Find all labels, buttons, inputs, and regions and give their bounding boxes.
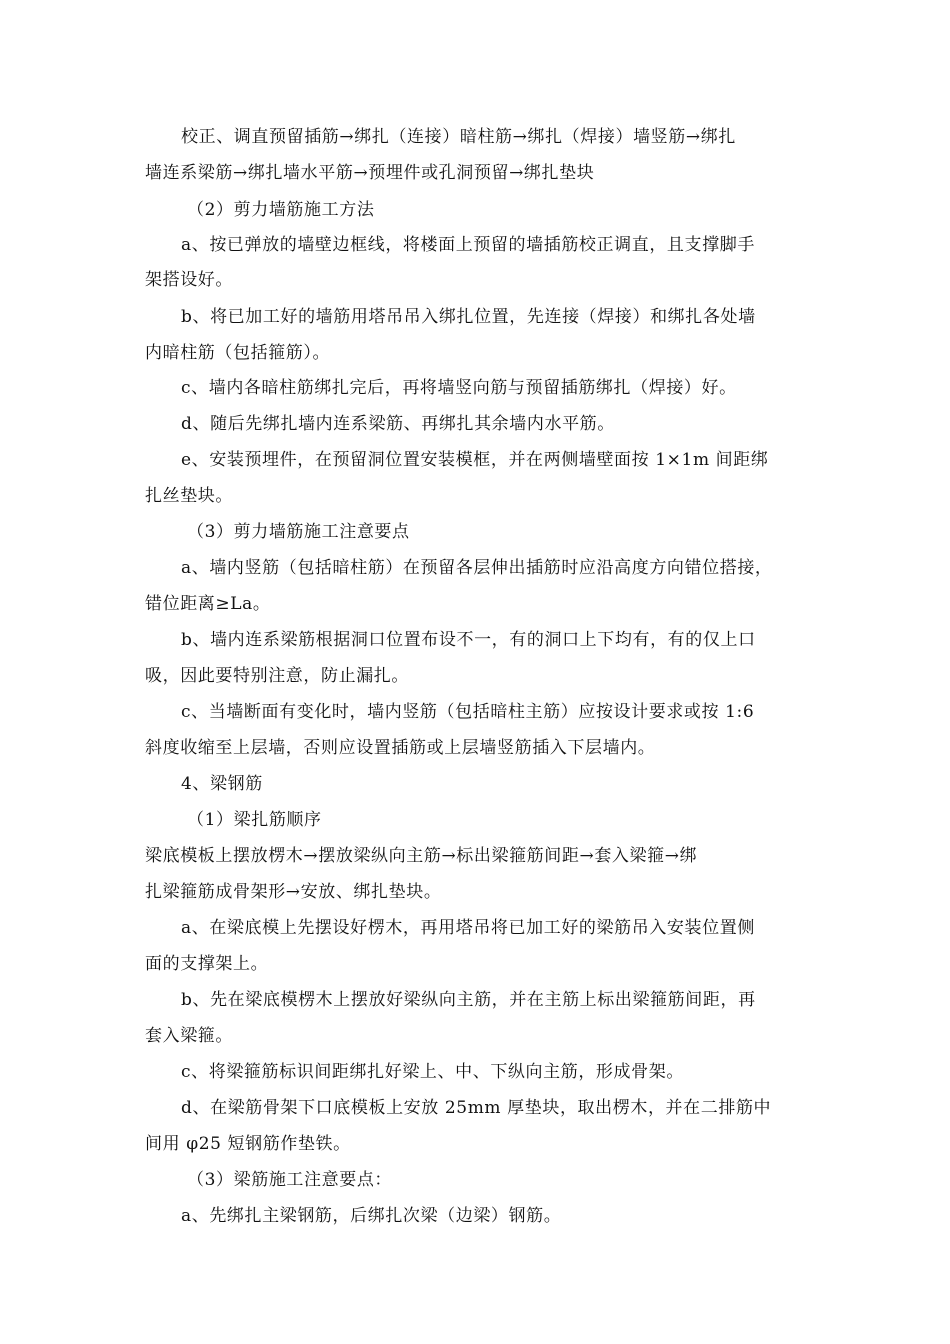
text-line: 架搭设好。	[145, 270, 233, 290]
text-line: b、先在梁底模楞木上摆放好梁纵向主筋，并在主筋上标出梁箍筋间距，再	[181, 990, 756, 1010]
text-line: c、将梁箍筋标识间距绑扎好梁上、中、下纵向主筋，形成骨架。	[181, 1062, 684, 1082]
text-line: c、当墙断面有变化时，墙内竖筋（包括暗柱主筋）应按设计要求或按 1:6	[181, 702, 755, 722]
text-line: 套入梁箍。	[145, 1026, 233, 1046]
text-line: d、在梁筋骨架下口底模板上安放 25mm 厚垫块，取出楞木，并在二排筋中	[181, 1098, 772, 1118]
section-heading: （1）梁扎筋顺序	[187, 810, 322, 830]
text-line: b、墙内连系梁筋根据洞口位置布设不一，有的洞口上下均有，有的仅上口	[181, 630, 756, 650]
text-line: 校正、调直预留插筋→绑扎（连接）暗柱筋→绑扎（焊接）墙竖筋→绑扎	[181, 127, 736, 147]
text-line: 间用 φ25 短钢筋作垫铁。	[145, 1134, 351, 1154]
section-heading: （2）剪力墙筋施工方法	[187, 200, 375, 220]
text-line: 扎丝垫块。	[145, 486, 233, 506]
text-line: 吸，因此要特别注意，防止漏扎。	[145, 666, 409, 686]
text-line: c、墙内各暗柱筋绑扎完后，再将墙竖向筋与预留插筋绑扎（焊接）好。	[181, 378, 737, 398]
text-line: 内暗柱筋（包括箍筋）。	[145, 343, 331, 363]
text-line: a、在梁底模上先摆设好楞木，再用塔吊将已加工好的梁筋吊入安装位置侧	[181, 918, 755, 938]
text-line: 面的支撑架上。	[145, 954, 269, 974]
text-line: a、墙内竖筋（包括暗柱筋）在预留各层伸出插筋时应沿高度方向错位搭接，	[181, 558, 773, 578]
text-line: e、安装预埋件，在预留洞位置安装模框，并在两侧墙壁面按 1×1m 间距绑	[181, 450, 769, 470]
text-line: a、先绑扎主梁钢筋，后绑扎次梁（边梁）钢筋。	[181, 1206, 562, 1226]
text-line: 错位距离≥La。	[145, 594, 271, 614]
text-line: 扎梁箍筋成骨架形→安放、绑扎垫块。	[145, 882, 442, 902]
text-line: d、随后先绑扎墙内连系梁筋、再绑扎其余墙内水平筋。	[181, 414, 615, 434]
section-heading: 4、梁钢筋	[181, 774, 263, 794]
text-line: a、按已弹放的墙壁边框线，将楼面上预留的墙插筋校正调直，且支撑脚手	[181, 235, 755, 255]
text-line: b、将已加工好的墙筋用塔吊吊入绑扎位置，先连接（焊接）和绑扎各处墙	[181, 307, 756, 327]
text-line: 墙连系梁筋→绑扎墙水平筋→预埋件或孔洞预留→绑扎垫块	[145, 163, 595, 183]
section-heading: （3）梁筋施工注意要点：	[187, 1170, 393, 1190]
section-heading: （3）剪力墙筋施工注意要点	[187, 522, 410, 542]
text-line: 梁底模板上摆放楞木→摆放梁纵向主筋→标出梁箍筋间距→套入梁箍→绑	[145, 846, 698, 866]
text-line: 斜度收缩至上层墙，否则应设置插筋或上层墙竖筋插入下层墙内。	[145, 738, 656, 758]
